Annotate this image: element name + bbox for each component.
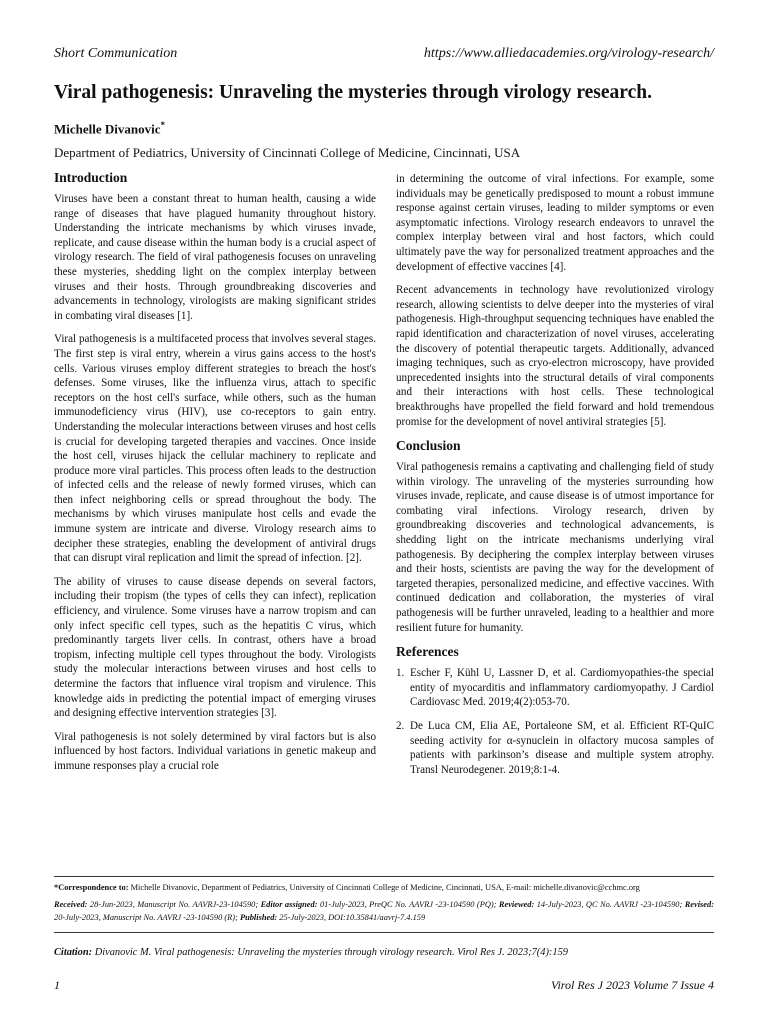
correspondence bbox=[54, 882, 714, 894]
date-text: 20-July-2023, Manuscript No. AAVRJ -23-104590 (R); bbox=[54, 912, 240, 922]
reference-text: De Luca CM, Elia AE, Portaleone SM, et al. Efficient RT-QuIC seeding activity for α-synuclein in olfactory mucosa samples of patients with parkinson’s disease and multiple system atrophy. Transl Neurodegener. 2019;8:1-4. bbox=[410, 720, 714, 776]
citation-label: Citation: bbox=[54, 947, 93, 958]
citation bbox=[54, 947, 714, 958]
citation-divider bbox=[54, 932, 714, 933]
date-label: Received: bbox=[54, 900, 88, 910]
intro-paragraph: Viral pathogenesis is a multifaceted process that involves several stages. The first step is viral entry, wherein a virus gains access to the host's cells. Various viruses employ different strategies to breach the host's defenses. Some viruses, like the influenza virus, attach to specific receptors on the host cell's surface, while others, such as the human immunodeficiency virus (HIV), use co-receptors to gain entry. Understanding the molecular interactions between viruses and host cells is crucial for developing targeted therapies and vaccines. Once inside the host cell, viruses hijack the cellular machinery to replicate and produce more viral particles. This process often leads to the destruction of infected cells and the release of newly formed viruses, which can then infect neighboring cells or spread throughout the body. The mechanisms by which viruses manipulate host cells and evade the immune system are intricate and diverse. Virology research aims to decipher these strategies, enabling the development of antiviral drugs that can disrupt viral replication and limit the spread of infection. [2]. bbox=[54, 333, 376, 565]
date-text: 01-July-2023, PreQC No. AAVRJ -23-104590 (PQ); bbox=[317, 900, 499, 910]
article-type: Short Communication bbox=[54, 46, 178, 61]
date-text: 28-Jun-2023, Manuscript No. AAVRJ-23-104590; bbox=[87, 900, 261, 910]
introduction-heading: Introduction bbox=[54, 170, 128, 185]
body-paragraph: Recent advancements in technology have revolutionized virology research, allowing scientists to delve deeper into the mysteries of viral pathogenesis. High-throughput sequencing techniques have enabled the rapid identification and characterization of novel viruses, accelerating the discovery of potential therapeutic targets. Additionally, advanced imaging techniques, such as cryo-electron microscopy, have provided unprecedented insights into the structural details of viral components and their interactions with host cells. These technological breakthroughs have propelled the field forward and hold tremendous promise for the development of novel antiviral strategies [5]. bbox=[396, 284, 714, 428]
reference-list bbox=[396, 666, 714, 777]
paper-page bbox=[54, 0, 714, 1024]
intro-paragraph: Viruses have been a constant threat to human health, causing a wide range of diseases that have plagued humanity throughout history. Understanding the intricate mechanisms by which viruses invade, replicate, and cause disease within the human body is a crucial aspect of virology research. The field of viral pathogenesis focuses on unraveling these mysteries, shedding light on the complex interplay between viruses and their hosts. Through groundbreaking discoveries and advancements in technology, virologists are making significant strides in combating viral diseases [1]. bbox=[54, 193, 376, 322]
left-column bbox=[54, 170, 376, 783]
author-mark: * bbox=[160, 120, 166, 130]
footnote-divider bbox=[54, 876, 714, 877]
references-heading: References bbox=[396, 644, 459, 660]
author-name: Michelle Divanovic bbox=[54, 121, 161, 137]
reference-number: 1. bbox=[396, 667, 405, 680]
affiliation: Department of Pediatrics, University of Cincinnati College of Medicine, Cincinnati, USA bbox=[54, 145, 521, 160]
journal-url-link[interactable]: https://www.alliedacademies.org/virology-research/ bbox=[423, 46, 714, 61]
reference-text: Escher F, Kühl U, Lassner D, et al. Cardiomyopathies-the special entity of myocarditis and inflammatory cardiomyopathy. J Cardiol Cardiovasc Med. 2019;4(2):053-70. bbox=[410, 667, 714, 709]
date-label: Published: bbox=[239, 912, 278, 922]
date-text: 25-July-2023, DOI:10.35841/aavrj-7.4.159 bbox=[277, 912, 426, 922]
conclusion-heading: Conclusion bbox=[396, 438, 461, 454]
author-line bbox=[54, 120, 165, 137]
correspondence-text: Michelle Divanovic, Department of Pediatrics, University of Cincinnati College of Medicine, Cincinnati, USA, E-mail: michelle.divanovic@cchmc.org bbox=[128, 883, 640, 892]
footnote bbox=[54, 882, 714, 929]
reference-item bbox=[396, 719, 714, 777]
correspondence-label: *Correspondence to: bbox=[54, 883, 129, 892]
reference-item bbox=[396, 666, 714, 710]
body-paragraph: in determining the outcome of viral infections. For example, some individuals may be genetically predisposed to mount a robust immune response against certain viruses, leading to milder symptoms or even asymptomatic infections. Virology research endeavors to unravel the complex interplay between viral and host factors, which could ultimately pave the way for personalized treatment approaches and the development of effective vaccines [4]. bbox=[396, 173, 714, 273]
article-title: Viral pathogenesis: Unraveling the mysteries through virology research. bbox=[54, 82, 652, 103]
date-text: 14-July-2023, QC No. AAVRJ -23-104590; bbox=[534, 900, 685, 910]
journal-issue: Virol Res J 2023 Volume 7 Issue 4 bbox=[551, 978, 714, 992]
date-label: Editor assigned: bbox=[260, 900, 318, 910]
right-column bbox=[396, 172, 714, 786]
date-label: Reviewed: bbox=[498, 900, 535, 910]
intro-paragraph: The ability of viruses to cause disease depends on several factors, including their tropism (the types of cells they can infect), replication efficiency, and virulence. Some viruses have a narrow tropism and can only infect specific cell types, such as the hepatitis C virus, which predominantly targets liver cells. In contrast, others have a broad tropism, infecting multiple cell types throughout the body. Virologists study the molecular interactions between viruses and host cells to determine the factors that influence viral tropism and virulence. This knowledge aids in predicting the potential impact of emerging viruses and designing effective intervention strategies [3]. bbox=[54, 575, 376, 720]
manuscript-dates bbox=[54, 899, 714, 924]
intro-paragraph: Viral pathogenesis is not solely determined by viral factors but is also influenced by host factors. Individual variations in genetic makeup and immune responses play a crucial role bbox=[54, 730, 376, 772]
citation-text: Divanovic M. Viral pathogenesis: Unraveling the mysteries through virology research. Virol Res J. 2023;7(4):159 bbox=[92, 947, 568, 958]
page-number: 1 bbox=[54, 978, 60, 992]
date-label: Revised: bbox=[684, 900, 715, 910]
reference-number: 2. bbox=[396, 720, 405, 732]
conclusion-paragraph: Viral pathogenesis remains a captivating and challenging field of study within virology. The unraveling of the mysteries surrounding how viruses invade, replicate, and cause disease is of utmost importance for combating viral infections. Virology research, driven by groundbreaking discoveries and technological advancements, is shedding light on the intricate mechanisms underlying viral pathogenesis. By deciphering the complex interplay between viruses and their hosts, scientists are paving the way for the development of targeted therapies, personalized medicine, and effective vaccines. With continued dedication and collaboration, the mysteries of viral pathogenesis will be further unraveled, leading to a healthier and more resilient future for humanity. bbox=[396, 461, 714, 634]
